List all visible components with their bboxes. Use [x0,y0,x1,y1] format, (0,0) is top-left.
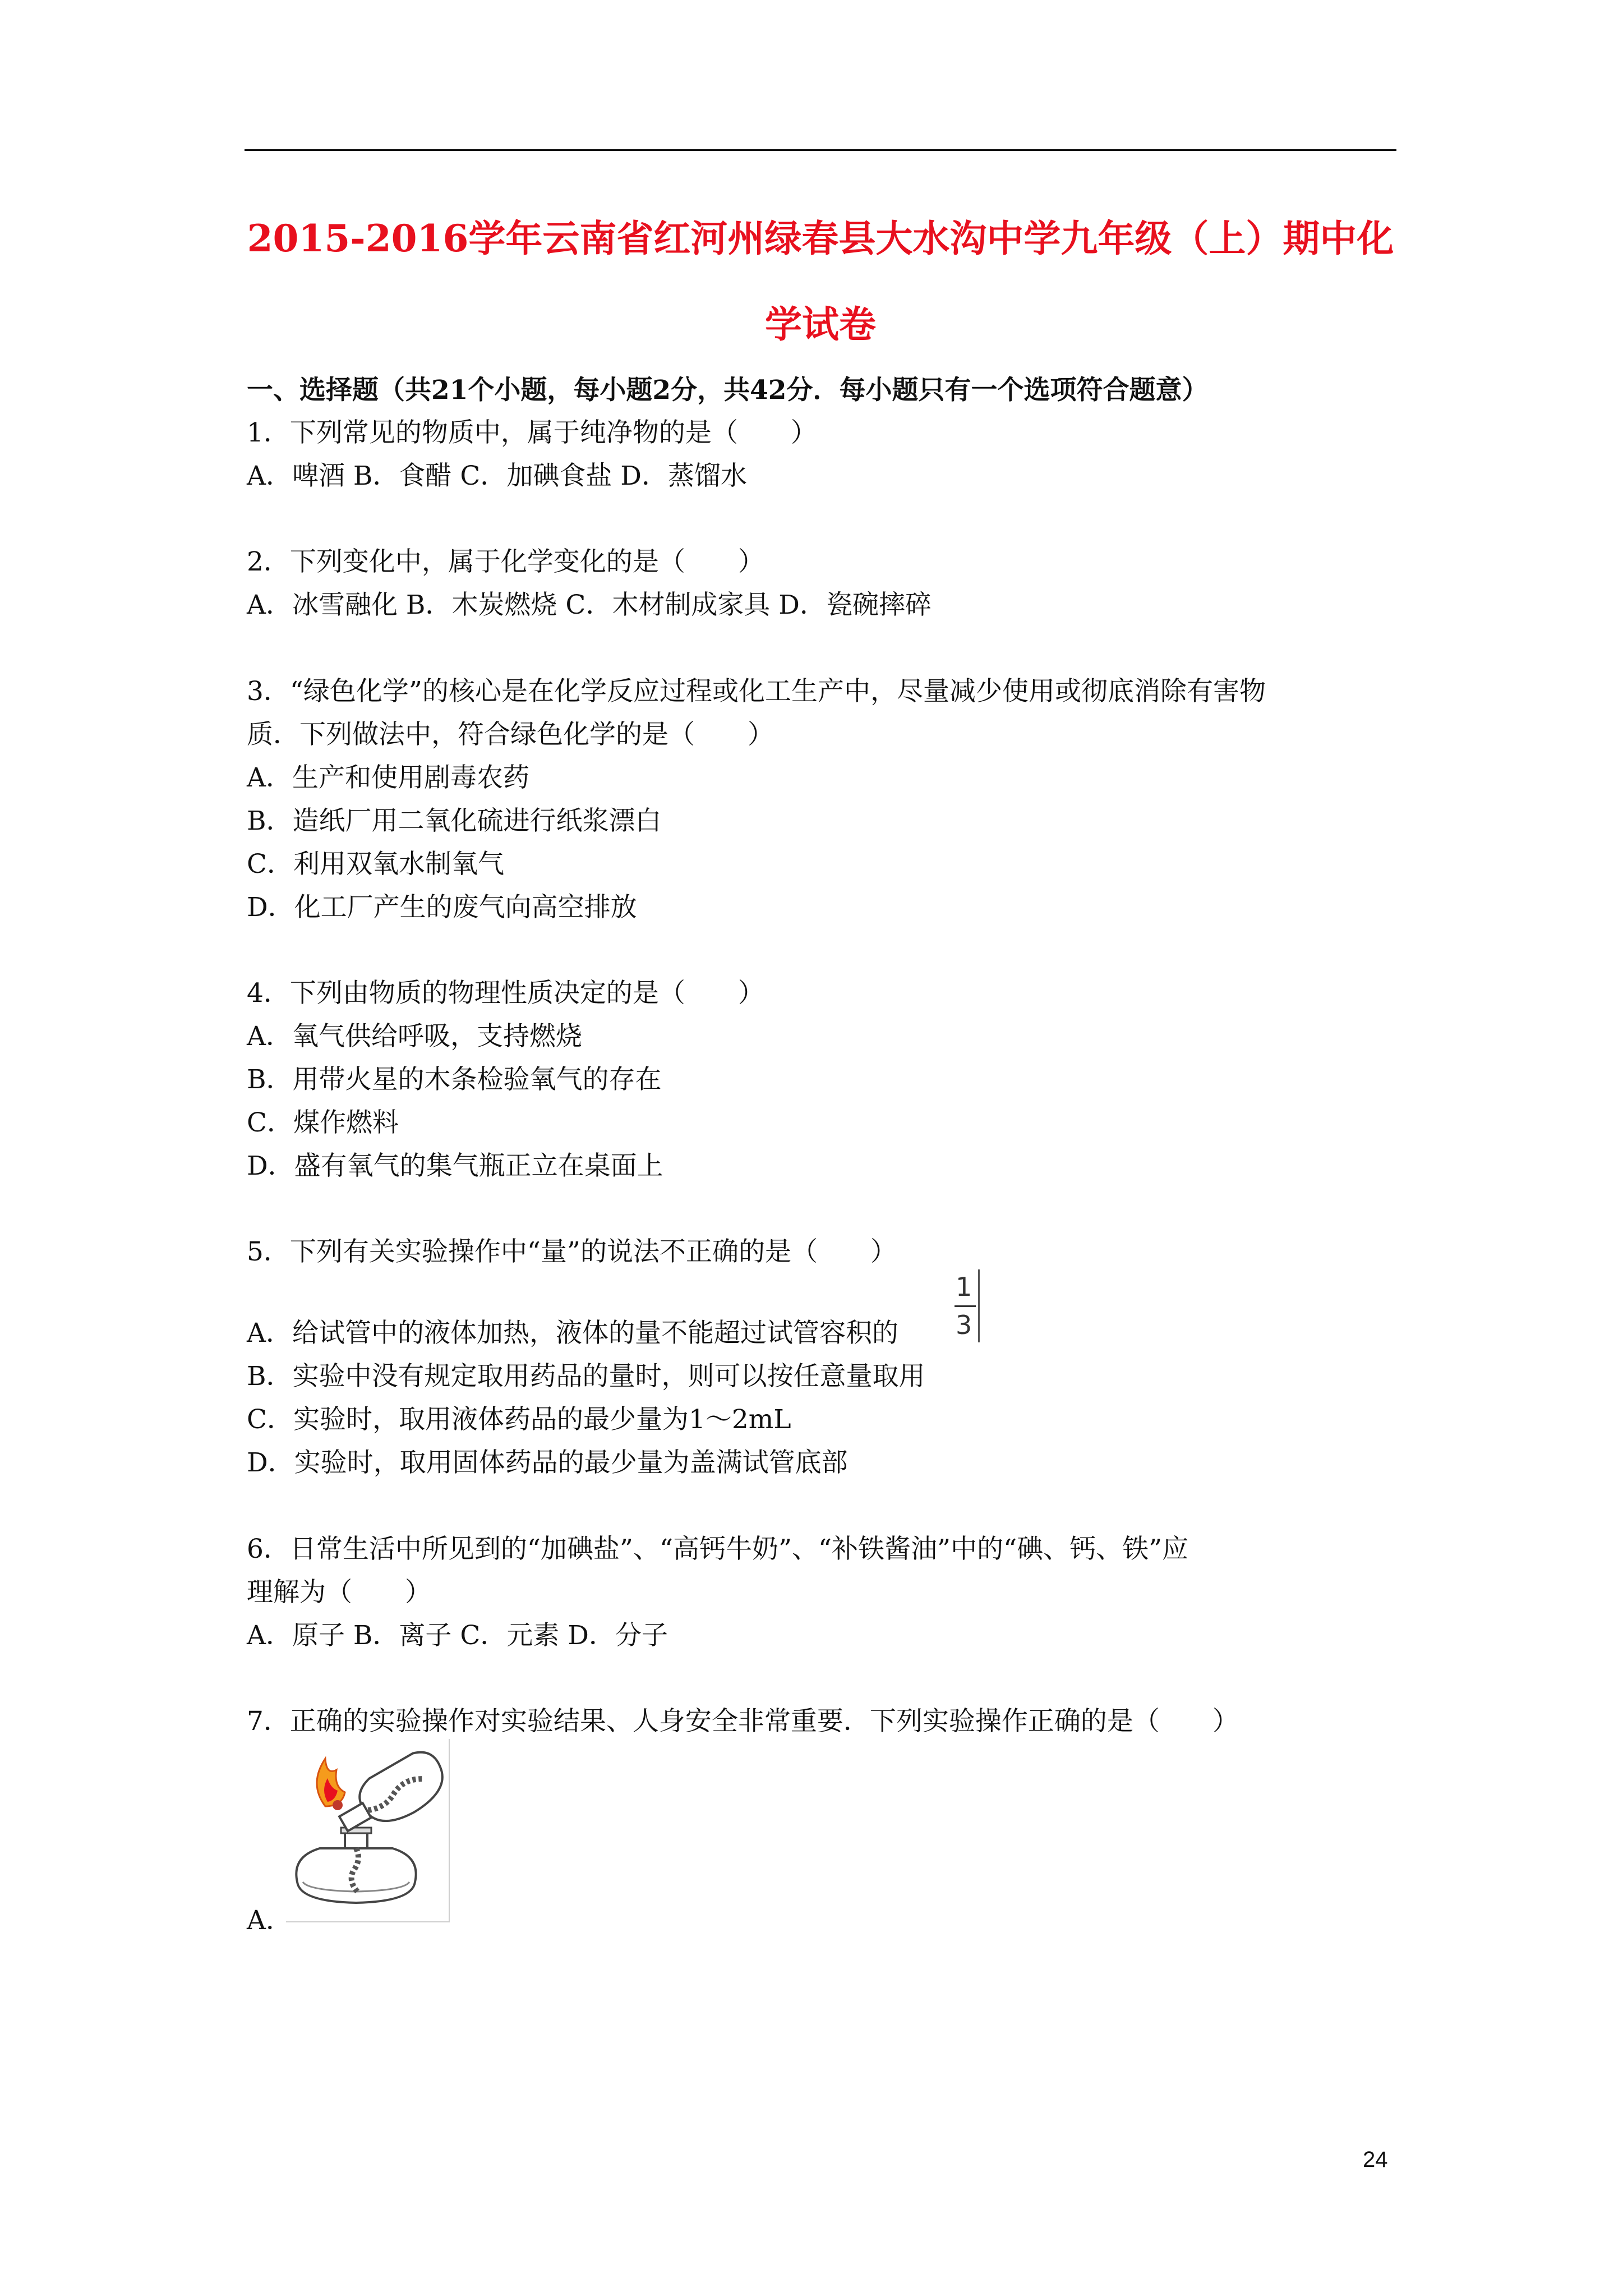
question-4-option-a: A．氧气供给呼吸，支持燃烧 [247,1021,582,1052]
fraction-denominator: 3 [956,1310,972,1340]
question-2-options: A．冰雪融化 B．木炭燃烧 C．木材制成家具 D．瓷碗摔碎 [247,590,932,620]
question-5-stem: 5．下列有关实验操作中“量”的说法不正确的是（ ） [247,1236,897,1267]
question-4-option-c: C．煤作燃料 [247,1107,399,1138]
section-heading: 一、选择题（共21个小题，每小题2分，共42分．每小题只有一个选项符合题意） [247,375,1209,406]
question-4-option-b: B．用带火星的木条检验氧气的存在 [247,1064,662,1095]
question-3-option-d: D．化工厂产生的废气向高空排放 [247,892,637,923]
header-rule [245,149,1396,151]
question-3-stem-line-1: 3．“绿色化学”的核心是在化学反应过程或化工生产中，尽量减少使用或彻底消除有害物 [247,676,1266,707]
fraction-numerator: 1 [956,1272,972,1302]
question-7-stem: 7．正确的实验操作对实验结果、人身安全非常重要．下列实验操作正确的是（ ） [247,1706,1239,1737]
question-7-option-a: A． [247,1905,292,1936]
question-3-option-c: C．利用双氧水制氧气 [247,849,504,880]
question-1-stem: 1．下列常见的物质中，属于纯净物的是（ ） [247,417,817,448]
question-6-stem-line-1: 6．日常生活中所见到的“加碘盐”、“高钙牛奶”、“补铁酱油”中的“碘、钙、铁”应 [247,1534,1189,1565]
question-1-options: A．啤酒 B．食醋 C．加碘食盐 D．蒸馏水 [247,461,747,491]
question-2-stem: 2．下列变化中，属于化学变化的是（ ） [247,546,764,577]
question-3-stem-line-2: 质．下列做法中，符合绿色化学的是（ ） [247,719,774,750]
alcohol-lamp-lighting-icon [286,1739,450,1922]
question-3-option-b: B．造纸厂用二氧化硫进行纸浆漂白 [247,806,662,836]
page-number: 24 [1363,2147,1388,2172]
page-title-line-2: 学试卷 [765,302,876,346]
page-title-line-1: 2015-2016学年云南省红河州绿春县大水沟中学九年级（上）期中化 [247,217,1394,260]
question-5-option-c: C．实验时，取用液体药品的最少量为1～2mL [247,1404,791,1435]
question-5-option-d: D．实验时，取用固体药品的最少量为盖满试管底部 [247,1447,848,1478]
question-3-option-a: A．生产和使用剧毒农药 [247,762,529,793]
question-5-option-b: B．实验中没有规定取用药品的量时，则可以按任意量取用 [247,1361,925,1392]
fraction-bar [955,1305,976,1307]
question-5-option-a: A．给试管中的液体加热，液体的量不能超过试管容积的 [247,1318,898,1349]
question-4-stem: 4．下列由物质的物理性质决定的是（ ） [247,978,764,1009]
question-6-stem-line-2: 理解为（ ） [247,1577,431,1608]
fraction-one-third [953,1269,980,1342]
question-6-options: A．原子 B．离子 C．元素 D．分子 [247,1620,668,1651]
question-4-option-d: D．盛有氧气的集气瓶正立在桌面上 [247,1151,663,1181]
